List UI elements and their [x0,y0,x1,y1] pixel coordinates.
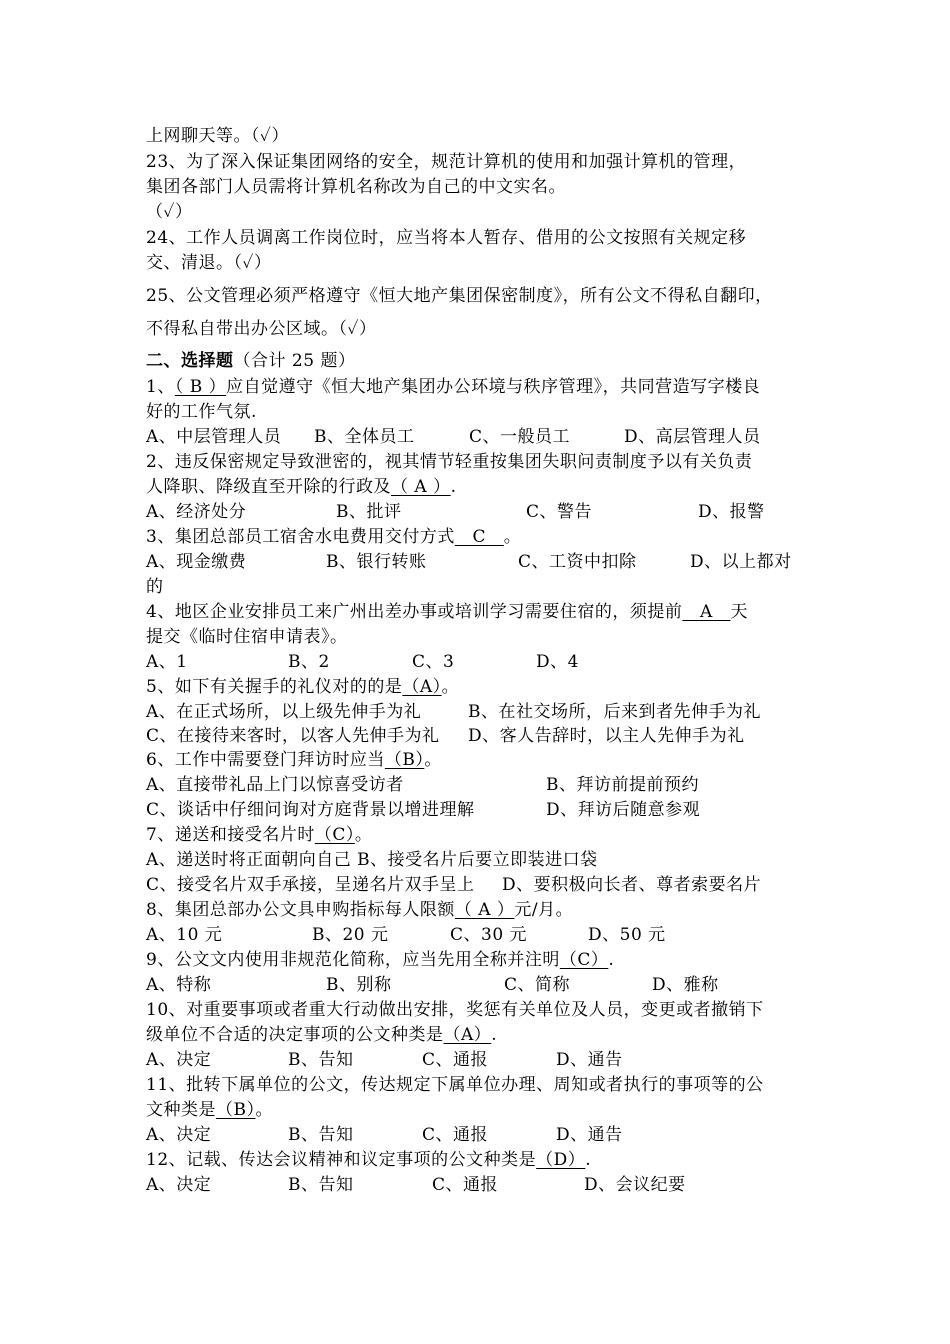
q1-answer-blank: （ B ） [174,377,227,397]
q1-option-b: B、全体员工 [314,427,415,447]
q23-line2: 集团各部门人员需将计算机名称改为自己的中文实名。 [146,177,566,197]
q5-option-c: C、在接待来客时，以客人先伸手为礼 [146,726,440,746]
q1-options [146,426,826,448]
q9-end: . [608,950,615,970]
q2-option-b: B、批评 [336,502,402,522]
q11-option-d: D、通告 [556,1125,623,1145]
q2-option-c: C、警告 [526,502,593,522]
q2-answer-blank: （ A ） [391,477,451,497]
q4-line2: 提交《临时住宿申请表》。 [146,627,348,647]
section2-count: （合计 25 题） [233,351,356,371]
q11-answer-blank: （B） [216,1100,256,1120]
q4-option-b: B、2 [288,652,330,672]
q2-line2 [146,476,826,498]
q6-option-c: C、谈话中仔细问询对方庭背景以增进理解 [146,800,475,820]
q6-option-a: A、直接带礼品上门以惊喜受访者 [146,775,404,795]
q8-answer-blank: （ A ） [454,900,515,920]
section2-title: 二、选择题 [146,351,234,371]
q11-text: 文种类是 [146,1100,216,1120]
q12-option-c: C、通报 [432,1175,499,1195]
q7-answer-blank: （C） [314,825,355,845]
q4-option-a: A、1 [146,652,188,672]
q9-option-c: C、简称 [504,975,571,995]
q2-option-a: A、经济处分 [146,502,247,522]
q5-option-d: D、客人告辞时，以主人先伸手为礼 [468,726,745,746]
q11-option-c: C、通报 [422,1125,489,1145]
q11-line2 [146,1099,826,1121]
q9-answer-blank: （C） [559,950,609,970]
q23-line1: 23、为了深入保证集团网络的安全，规范计算机的使用和加强计算机的管理， [146,152,747,172]
q10-line1: 10、对重要事项或者重大行动做出安排，奖惩有关单位及人员，变更或者撤销下 [146,1000,764,1020]
q1-line1 [146,376,826,398]
q7-options-row2 [146,874,826,896]
q8-line1 [146,899,826,921]
q12-text: 12、记载、传达会议精神和议定事项的公文种类是 [146,1150,537,1170]
q5-answer-blank: （A） [402,677,442,697]
q4-option-c: C、3 [412,652,455,672]
q12-option-d: D、会议纪要 [584,1175,686,1195]
q11-option-a: A、决定 [146,1125,212,1145]
q12-option-a: A、决定 [146,1175,212,1195]
q3-end: 。 [503,527,522,547]
q3-option-wrap: 的 [146,577,164,597]
q12-options [146,1174,826,1196]
q8-options [146,924,826,946]
q6-answer-blank: （B） [384,750,425,770]
q5-option-b: B、在社交场所，后来到者先伸手为礼 [468,702,761,722]
q12-option-b: B、告知 [288,1175,354,1195]
q4-option-d: D、4 [536,652,579,672]
q8-option-a: A、10 元 [146,925,223,945]
q1-option-d: D、高层管理人员 [624,427,761,447]
q7-text: 7、递送和接受名片时 [146,825,315,845]
q2-options [146,501,826,523]
q5-line1 [146,676,826,698]
q8-end: 元/月。 [514,900,574,920]
q4-end: 天 [730,602,749,622]
q1-prefix: 1、 [146,377,175,397]
q4-answer-blank: A [682,602,731,622]
q4-line1 [146,601,826,623]
q11-option-b: B、告知 [288,1125,354,1145]
q4-text: 4、地区企业安排员工来广州出差办事或培训学习需要住宿的，须提前 [146,602,683,622]
q24-line1: 24、工作人员调离工作岗位时，应当将本人暂存、借用的公文按照有关规定移 [146,228,747,248]
q12-answer-blank: （D） [536,1150,586,1170]
q10-options [146,1049,826,1071]
q10-option-d: D、通告 [556,1050,623,1070]
q25-line1: 25、公文管理必须严格遵守《恒大地产集团保密制度》，所有公文不得私自翻印， [146,286,773,306]
q9-option-d: D、雅称 [652,975,719,995]
q23-answer: （✓） [146,202,193,222]
q6-option-b: B、拜访前提前预约 [546,775,699,795]
q12-line1 [146,1149,826,1171]
q9-option-b: B、别称 [326,975,392,995]
q7-line1 [146,824,826,846]
q9-options [146,974,826,996]
q6-option-d: D、拜访后随意参观 [546,800,701,820]
q4-options [146,651,826,673]
q5-end: 。 [441,677,460,697]
q3-option-b: B、银行转账 [326,552,427,572]
q6-end: 。 [424,750,442,770]
q1-option-a: A、中层管理人员 [146,427,282,447]
q25-line2: 不得私自带出办公区域。（✓） [146,319,377,339]
q10-line2 [146,1024,826,1046]
q3-options [146,551,826,573]
q1-option-c: C、一般员工 [469,427,571,447]
q9-option-a: A、特称 [146,975,212,995]
q5-options-row1 [146,701,826,723]
q8-option-c: C、30 元 [450,925,528,945]
q8-option-d: D、50 元 [588,925,666,945]
q10-option-b: B、告知 [288,1050,354,1070]
q6-line1 [146,749,826,771]
q2-end: . [450,477,457,497]
q11-line1: 11、批转下属单位的公文，传达规定下属单位办理、周知或者执行的事项等的公 [146,1075,764,1095]
q3-text: 3、集团总部员工宿舍水电费用交付方式 [146,527,455,547]
q1-line2: 好的工作气氛. [146,402,257,422]
q6-options-row1 [146,774,826,796]
q3-line1 [146,526,826,548]
q5-text: 5、如下有关握手的礼仪对的的是 [146,677,403,697]
q3-answer-blank: C [454,527,504,547]
section2-heading [146,350,826,372]
q2-text: 人降职、降级直至开除的行政及 [146,477,391,497]
q12-end: . [585,1150,592,1170]
q7-options-row1: A、递送时将正面朝向自己 B、接受名片后要立即装进口袋 [146,850,598,870]
q3-option-d: D、以上都对 [690,552,792,572]
q6-options-row2 [146,799,826,821]
q11-options [146,1124,826,1146]
q9-line1 [146,949,826,971]
q10-option-c: C、通报 [422,1050,489,1070]
q9-text: 9、公文文内使用非规范化简称，应当先用全称并注明 [146,950,560,970]
q8-text: 8、集团总部办公文具申购指标每人限额 [146,900,455,920]
q2-line1: 2、违反保密规定导致泄密的，视其情节轻重按集团失职问责制度予以有关负责 [146,452,753,472]
q22-end-line: 上网聊天等。（✓） [146,126,289,146]
q5-option-a: A、在正式场所，以上级先伸手为礼 [146,702,422,722]
q7-end: 。 [354,825,373,845]
q10-text: 级单位不合适的决定事项的公文种类是 [146,1025,444,1045]
q6-text: 6、工作中需要登门拜访时应当 [146,750,385,770]
q10-option-a: A、决定 [146,1050,212,1070]
q24-line2: 交、清退。（✓） [146,253,272,273]
q10-answer-blank: （A） [443,1025,492,1045]
q10-end: . [491,1025,498,1045]
q3-option-c: C、工资中扣除 [518,552,637,572]
q7-option-d: D、要积极向长者、尊者索要名片 [502,875,762,895]
q3-option-a: A、现金缴费 [146,552,247,572]
q11-end: 。 [255,1100,273,1120]
q1-text: 应自觉遵守《恒大地产集团办公环境与秩序管理》，共同营造写字楼良 [226,377,761,397]
q8-option-b: B、20 元 [312,925,389,945]
q7-option-c: C、接受名片双手承接，呈递名片双手呈上 [146,875,475,895]
q5-options-row2 [146,725,826,747]
q2-option-d: D、报警 [698,502,765,522]
